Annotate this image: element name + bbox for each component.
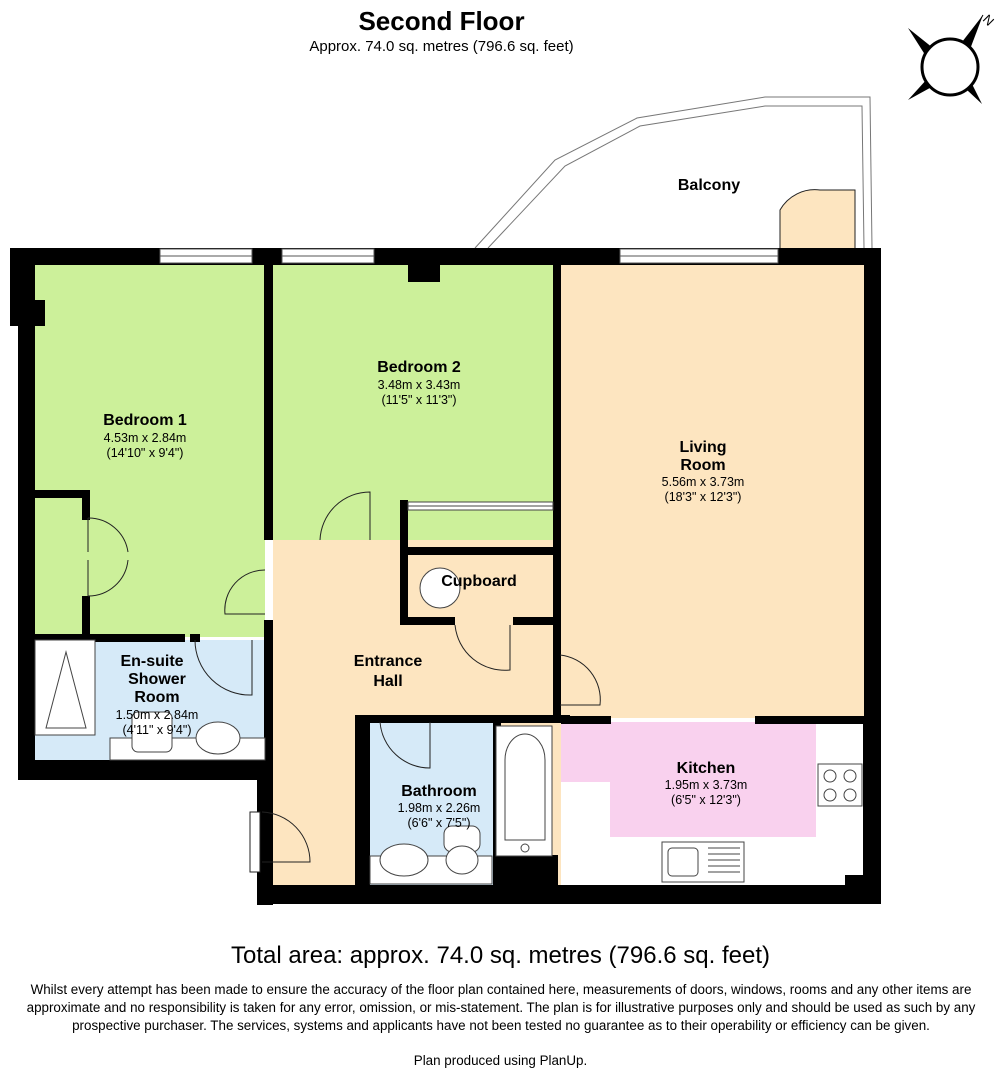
en-suite-imperial: (4'11" x 9'4") xyxy=(122,723,192,737)
page-subtitle: Approx. 74.0 sq. metres (796.6 sq. feet) xyxy=(309,38,574,55)
living-room-metric: 5.56m x 3.73m xyxy=(661,475,745,489)
total-area: Total area: approx. 74.0 sq. metres (796.6 sq. feet) xyxy=(231,942,770,969)
credit: Plan produced using PlanUp. xyxy=(413,1053,588,1068)
living-room-imperial: (18'3" x 12'3") xyxy=(664,490,742,504)
bedroom-1-name: Bedroom 1 xyxy=(103,412,187,429)
entrance-hall-name-1: Entrance xyxy=(353,653,423,670)
kitchen-metric: 1.95m x 3.73m xyxy=(664,778,748,792)
bathroom-metric: 1.98m x 2.26m xyxy=(397,801,481,815)
en-suite-metric: 1.50m x 2.84m xyxy=(115,708,199,722)
en-suite-name-2: Shower xyxy=(128,671,186,688)
bathroom-name: Bathroom xyxy=(401,783,477,800)
disclaimer: Whilst every attempt has been made to ensure the accuracy of the floor plan contained here, measurements of doors, windows, rooms and any other items are approximate and no responsibility is taken for any error, omission, or mis-statement. The plan is for illustrative purposes only and should be used as such by any prospective purchaser. The services, systems and applicants have not been tested no guarantee as to their operability or efficiency can be given. xyxy=(26,982,976,1033)
living-room-name-1: Living xyxy=(679,439,727,456)
bedroom-2-name: Bedroom 2 xyxy=(377,359,461,376)
bedroom-1-metric: 4.53m x 2.84m xyxy=(103,431,187,445)
page-title: Second Floor xyxy=(358,6,525,36)
compass-icon xyxy=(908,12,997,104)
kitchen-left-zone xyxy=(561,722,611,782)
bedroom-2-imperial: (11'5" x 11'3") xyxy=(381,393,457,407)
entrance-hall-name-2: Hall xyxy=(373,673,403,690)
cupboard-name: Cupboard xyxy=(441,573,517,590)
compass-north-label: N xyxy=(979,11,998,29)
en-suite-name-3: Room xyxy=(134,689,180,706)
balcony-label: Balcony xyxy=(677,177,741,194)
kitchen-name: Kitchen xyxy=(676,760,736,777)
living-room-name-2: Room xyxy=(680,457,726,474)
bedroom-2-metric: 3.48m x 3.43m xyxy=(377,378,461,392)
bedroom-1-imperial: (14'10" x 9'4") xyxy=(106,446,184,460)
en-suite-name-1: En-suite xyxy=(120,653,184,670)
kitchen-imperial: (6'5" x 12'3") xyxy=(671,793,741,807)
bathroom-imperial: (6'6" x 7'5") xyxy=(407,816,471,830)
sliding-door xyxy=(408,502,553,510)
